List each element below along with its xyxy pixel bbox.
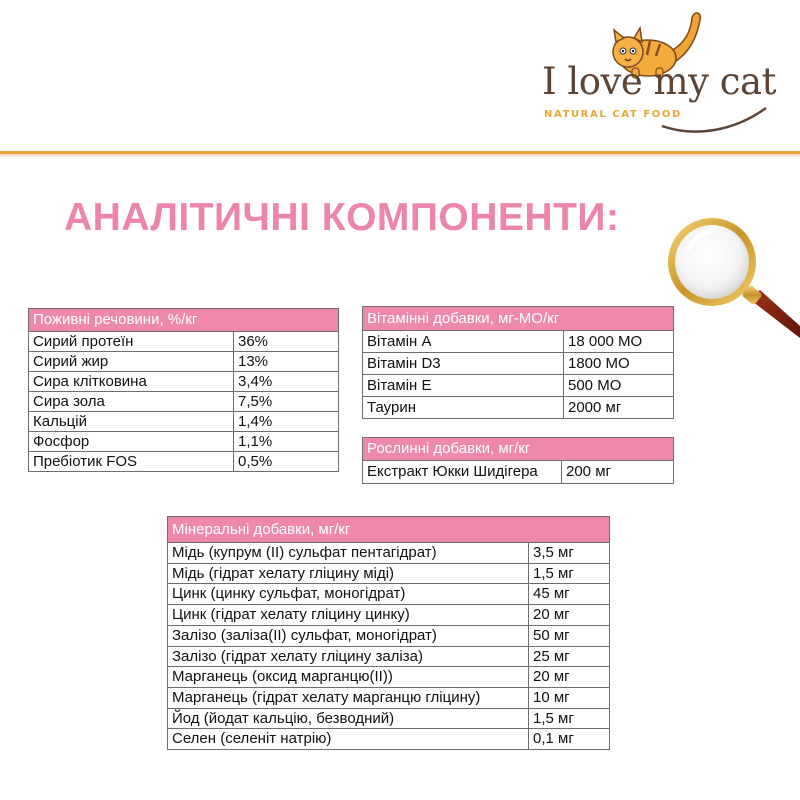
table-cell: 25 мг xyxy=(529,646,610,667)
table-row xyxy=(363,331,674,353)
nutrients-table xyxy=(28,308,339,472)
table-cell: 13% xyxy=(234,352,339,372)
table-cell: 20 мг xyxy=(529,667,610,688)
table-cell: Фосфор xyxy=(29,432,234,452)
logo-tagline: NATURAL CAT FOOD xyxy=(544,109,682,120)
vitamins-table xyxy=(362,306,674,419)
table-row xyxy=(168,625,610,646)
table-cell: Сира зола xyxy=(29,392,234,412)
table-cell: 36% xyxy=(234,332,339,352)
table-cell: 500 МО xyxy=(564,375,674,397)
table-row xyxy=(29,372,339,392)
table-row xyxy=(29,332,339,352)
table-cell: 10 мг xyxy=(529,687,610,708)
table-row xyxy=(168,687,610,708)
table-row xyxy=(168,584,610,605)
table-row xyxy=(363,397,674,419)
vitamins-header: Вітамінні добавки, мг-МО/кг xyxy=(363,307,674,331)
table-cell: Кальцій xyxy=(29,412,234,432)
table-cell: 50 мг xyxy=(529,625,610,646)
table-row xyxy=(168,646,610,667)
table-row xyxy=(29,432,339,452)
plant-additives-header: Рослинні добавки, мг/кг xyxy=(363,438,674,461)
table-cell: 45 мг xyxy=(529,584,610,605)
table-row xyxy=(29,392,339,412)
table-cell: 0,5% xyxy=(234,452,339,472)
table-cell: Марганець (гідрат хелату марганцю гліцину) xyxy=(168,687,529,708)
table-cell: 18 000 МО xyxy=(564,331,674,353)
table-row xyxy=(363,375,674,397)
table-cell: 1800 МО xyxy=(564,353,674,375)
table-cell: Вітамін D3 xyxy=(363,353,564,375)
minerals-header: Мінеральні добавки, мг/кг xyxy=(168,517,610,543)
table-row xyxy=(168,729,610,750)
table-cell: Цинк (цинку сульфат, моногідрат) xyxy=(168,584,529,605)
table-row xyxy=(29,352,339,372)
table-cell: 2000 мг xyxy=(564,397,674,419)
table-cell: Вітамін Е xyxy=(363,375,564,397)
table-cell: Селен (селеніт натрію) xyxy=(168,729,529,750)
minerals-table xyxy=(167,516,610,750)
table-cell: 200 мг xyxy=(562,461,674,484)
table-row xyxy=(29,452,339,472)
table-cell: Таурин xyxy=(363,397,564,419)
magnifying-glass-icon xyxy=(660,214,800,344)
table-cell: 7,5% xyxy=(234,392,339,412)
table-cell: Цинк (гідрат хелату гліцину цинку) xyxy=(168,605,529,626)
table-cell: Залізо (заліза(II) сульфат, моногідрат) xyxy=(168,625,529,646)
table-row xyxy=(363,353,674,375)
table-row xyxy=(168,605,610,626)
table-cell: Йод (йодат кальцію, безводний) xyxy=(168,708,529,729)
nutrients-header: Поживні речовини, %/кг xyxy=(29,309,339,332)
table-cell: Екстракт Юкки Шидігера xyxy=(363,461,562,484)
table-cell: 3,4% xyxy=(234,372,339,392)
table-cell: 1,5 мг xyxy=(529,563,610,584)
logo-wordmark: I love my cat xyxy=(542,60,776,103)
table-cell: 1,4% xyxy=(234,412,339,432)
table-cell: 3,5 мг xyxy=(529,543,610,564)
table-cell: Сирий протеїн xyxy=(29,332,234,352)
page-title: АНАЛІТИЧНІ КОМПОНЕНТИ: xyxy=(64,196,620,239)
table-cell: Залізо (гідрат хелату гліцину заліза) xyxy=(168,646,529,667)
table-cell: Сира клітковина xyxy=(29,372,234,392)
table-cell: 1,5 мг xyxy=(529,708,610,729)
table-row xyxy=(168,543,610,564)
table-row xyxy=(363,461,674,484)
table-cell: 1,1% xyxy=(234,432,339,452)
table-cell: 20 мг xyxy=(529,605,610,626)
table-cell: Мідь (купрум (II) сульфат пентагідрат) xyxy=(168,543,529,564)
table-cell: Вітамін А xyxy=(363,331,564,353)
table-row xyxy=(29,412,339,432)
table-cell: Мідь (гідрат хелату гліцину міді) xyxy=(168,563,529,584)
table-cell: 0,1 мг xyxy=(529,729,610,750)
table-row xyxy=(168,667,610,688)
table-row xyxy=(168,708,610,729)
header-divider-shadow xyxy=(0,154,800,158)
table-cell: Сирий жир xyxy=(29,352,234,372)
table-cell: Марганець (оксид марганцю(II)) xyxy=(168,667,529,688)
plant-additives-table xyxy=(362,437,674,484)
table-row xyxy=(168,563,610,584)
table-cell: Пребіотик FOS xyxy=(29,452,234,472)
